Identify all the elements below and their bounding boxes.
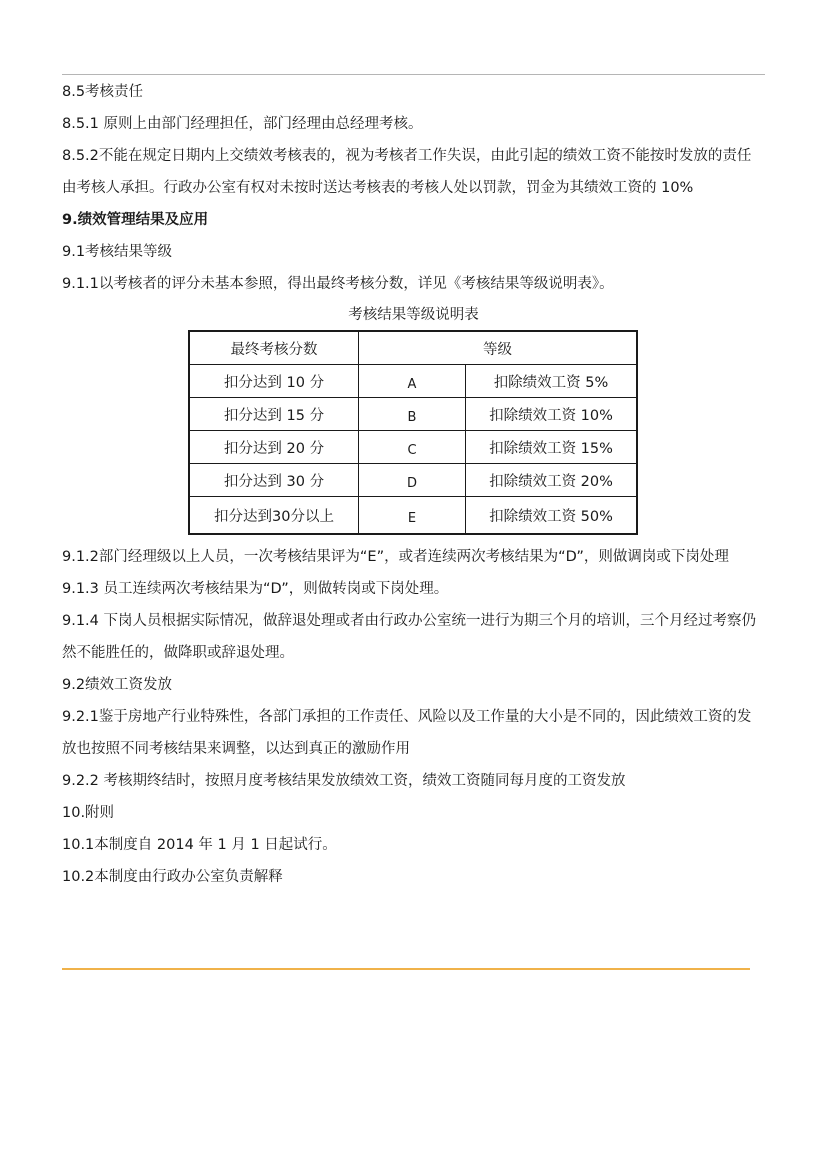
paragraph-9-2-2: 9.2.2 考核期终结时，按照月度考核结果发放绩效工资，绩效工资随同每月度的工资发放 — [62, 773, 626, 789]
paragraph-10-1: 10.1本制度自 2014 年 1 月 1 日起试行。 — [62, 837, 337, 853]
header-score: 最终考核分数 — [189, 331, 359, 365]
header-grade: 等级 — [359, 331, 638, 365]
score-cell: 扣分达到30分以上 — [189, 497, 359, 535]
grade-cell — [359, 398, 466, 431]
paragraph-9-1-1: 9.1.1以考核者的评分未基本参照，得出最终考核分数，详见《考核结果等级说明表》。 — [62, 276, 614, 292]
paragraph-9-1-3: 9.1.3 员工连续两次考核结果为“D”，则做转岗或下岗处理。 — [62, 581, 449, 597]
grade-letter: A — [407, 377, 417, 392]
heading-9: 9.绩效管理结果及应用 — [62, 212, 209, 228]
paragraph-8-5-2: 8.5.2不能在规定日期内上交绩效考核表的，视为考核者工作失误，由此引起的绩效工资不能按时发放的责任由考核人承担。行政办公室有权对未按时送达考核表的考核人处以罚款，罚金为其绩效工资的 10% — [62, 148, 752, 196]
grade-letter: B — [407, 410, 417, 425]
grade-letter: C — [407, 443, 417, 458]
paragraph-9-2-1: 9.2.1鉴于房地产行业特殊性，各部门承担的工作责任、风险以及工作量的大小是不同的，因此绩效工资的发放也按照不同考核结果来调整，以达到真正的激励作用 — [62, 709, 752, 757]
result-cell: 扣除绩效工资 50% — [466, 497, 638, 535]
grade-letter: D — [406, 476, 417, 491]
heading-10: 10.附则 — [62, 805, 115, 821]
table-row — [189, 497, 637, 535]
document-body — [62, 76, 762, 893]
table-row — [189, 398, 637, 431]
paragraph-10-2: 10.2本制度由行政办公室负责解释 — [62, 869, 283, 885]
table-row — [189, 431, 637, 464]
table-row — [189, 464, 637, 497]
header-rule — [62, 74, 765, 75]
score-cell: 扣分达到 30 分 — [189, 464, 359, 497]
paragraph-8-5-1: 8.5.1 原则上由部门经理担任，部门经理由总经理考核。 — [62, 116, 423, 132]
score-cell: 扣分达到 10 分 — [189, 365, 359, 398]
result-cell: 扣除绩效工资 10% — [466, 398, 638, 431]
table-row — [189, 365, 637, 398]
grade-cell — [359, 365, 466, 398]
grade-cell — [359, 497, 466, 535]
score-cell: 扣分达到 20 分 — [189, 431, 359, 464]
heading-8-5: 8.5考核责任 — [62, 84, 144, 100]
result-cell: 扣除绩效工资 5% — [466, 365, 638, 398]
grade-cell — [359, 464, 466, 497]
result-cell: 扣除绩效工资 15% — [466, 431, 638, 464]
grade-cell — [359, 431, 466, 464]
grade-letter: E — [407, 511, 417, 526]
paragraph-9-1-4: 9.1.4 下岗人员根据实际情况，做辞退处理或者由行政办公室统一进行为期三个月的培训，三个月经过考察仍然不能胜任的，做降职或辞退处理。 — [62, 613, 756, 661]
footer-rule — [62, 968, 750, 970]
result-cell: 扣除绩效工资 20% — [466, 464, 638, 497]
paragraph-9-1-2: 9.1.2部门经理级以上人员，一次考核结果评为“E”，或者连续两次考核结果为“D”，则做调岗或下岗处理 — [62, 549, 729, 565]
heading-9-1: 9.1考核结果等级 — [62, 244, 173, 260]
score-cell: 扣分达到 15 分 — [189, 398, 359, 431]
heading-9-2: 9.2绩效工资发放 — [62, 677, 173, 693]
table-title: 考核结果等级说明表 — [348, 307, 479, 323]
table-header-row — [189, 331, 637, 365]
grade-table — [188, 330, 638, 535]
